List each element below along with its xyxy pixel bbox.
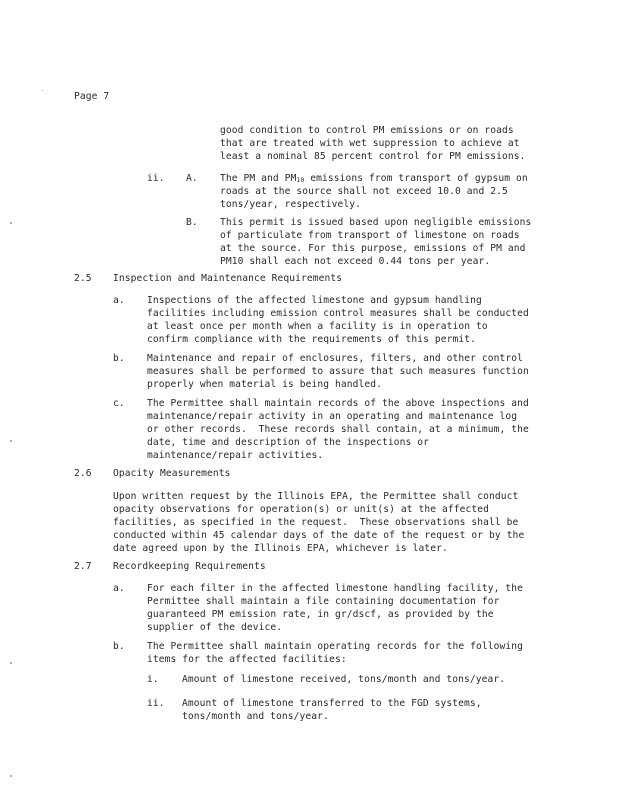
section-title: Opacity Measurements (113, 468, 231, 479)
item-A-label: A. (186, 173, 198, 184)
paragraph-line: Permittee shall maintain a file containing documentation for (147, 596, 500, 607)
paragraph-line: Inspections of the affected limestone and gypsum handling (147, 295, 482, 306)
subitem-line: tons/month and tons/year. (182, 711, 329, 722)
paragraph-line: items for the affected facilities: (147, 654, 347, 665)
scan-speck (42, 90, 43, 91)
item-B-line: PM10 shall each not exceed 0.44 tons per year. (220, 256, 491, 267)
subitem-line: Amount of limestone transferred to the FGD systems, (182, 698, 482, 709)
paragraph-line: guaranteed PM emission rate, in gr/dscf, as provided by the (147, 609, 494, 620)
paragraph-line: or other records. These records shall contain, at a minimum, the (147, 424, 529, 435)
item-A-line: tons/year, respectively. (220, 199, 362, 210)
scan-speck (10, 775, 12, 777)
subitem-label: ii. (147, 698, 165, 709)
scan-speck (10, 440, 12, 442)
paragraph-line: maintenance/repair activity in an operating and maintenance log (147, 411, 518, 422)
scan-speck (10, 662, 12, 664)
continuation-line: that are treated with wet suppression to achieve at (220, 138, 520, 149)
paragraph-line: facilities including emission control measures shall be conducted (147, 308, 529, 319)
continuation-line: good condition to control PM emissions or on roads (220, 125, 514, 136)
paragraph-line: opacity observations for operation(s) or unit(s) at the affected (113, 504, 490, 515)
item-label: b. (113, 353, 125, 364)
page-number: Page 7 (74, 91, 110, 102)
section-number: 2.7 (74, 561, 92, 572)
paragraph-line: maintenance/repair activities. (147, 450, 324, 461)
item-label: a. (113, 583, 125, 594)
paragraph-line: The Permittee shall maintain records of the above inspections and (147, 398, 529, 409)
item-A-line: roads at the source shall not exceed 10.0 and 2.5 (220, 186, 508, 197)
paragraph-line: confirm compliance with the requirements of this permit. (147, 334, 477, 345)
section-number: 2.6 (74, 468, 92, 479)
item-ii-label: ii. (147, 173, 165, 184)
item-B-line: of particulate from transport of limestone on roads (220, 230, 520, 241)
paragraph-line: conducted within 45 calendar days of the date of the request or by the (113, 530, 525, 541)
item-B-line: This permit is issued based upon negligible emissions (220, 217, 532, 228)
item-label: a. (113, 295, 125, 306)
continuation-line: least a nominal 85 percent control for PM emissions. (220, 151, 526, 162)
paragraph-line: date agreed upon by the Illinois EPA, whichever is later. (113, 543, 448, 554)
paragraph-line: Upon written request by the Illinois EPA, the Permittee shall conduct (113, 491, 519, 502)
paragraph-line: supplier of the device. (147, 622, 283, 633)
paragraph-line: measures shall be performed to assure that such measures function (147, 366, 529, 377)
item-label: b. (113, 641, 125, 652)
paragraph-line: at least once per month when a facility is in operation to (147, 321, 488, 332)
subitem-label: i. (147, 674, 159, 685)
paragraph-line: properly when material is being handled. (147, 379, 383, 390)
item-B-label: B. (186, 217, 198, 228)
item-label: c. (113, 398, 125, 409)
section-title: Recordkeeping Requirements (113, 561, 266, 572)
paragraph-line: date, time and description of the inspections or (147, 437, 430, 448)
scan-speck (10, 222, 12, 224)
subitem-line: Amount of limestone received, tons/month and tons/year. (182, 674, 506, 685)
paragraph-line: For each filter in the affected limestone handling facility, the (147, 583, 524, 594)
item-B-line: at the source. For this purpose, emissions of PM and (220, 243, 526, 254)
section-title: Inspection and Maintenance Requirements (113, 273, 343, 284)
section-number: 2.5 (74, 273, 92, 284)
item-A-line-1: The PM and $PM_{10}$ emissions from transport of gypsum on (220, 173, 528, 184)
paragraph-line: facilities, as specified in the request. These observations shall be (113, 517, 519, 528)
paragraph-line: Maintenance and repair of enclosures, filters, and other control (147, 353, 524, 364)
paragraph-line: The Permittee shall maintain operating records for the following (147, 641, 524, 652)
